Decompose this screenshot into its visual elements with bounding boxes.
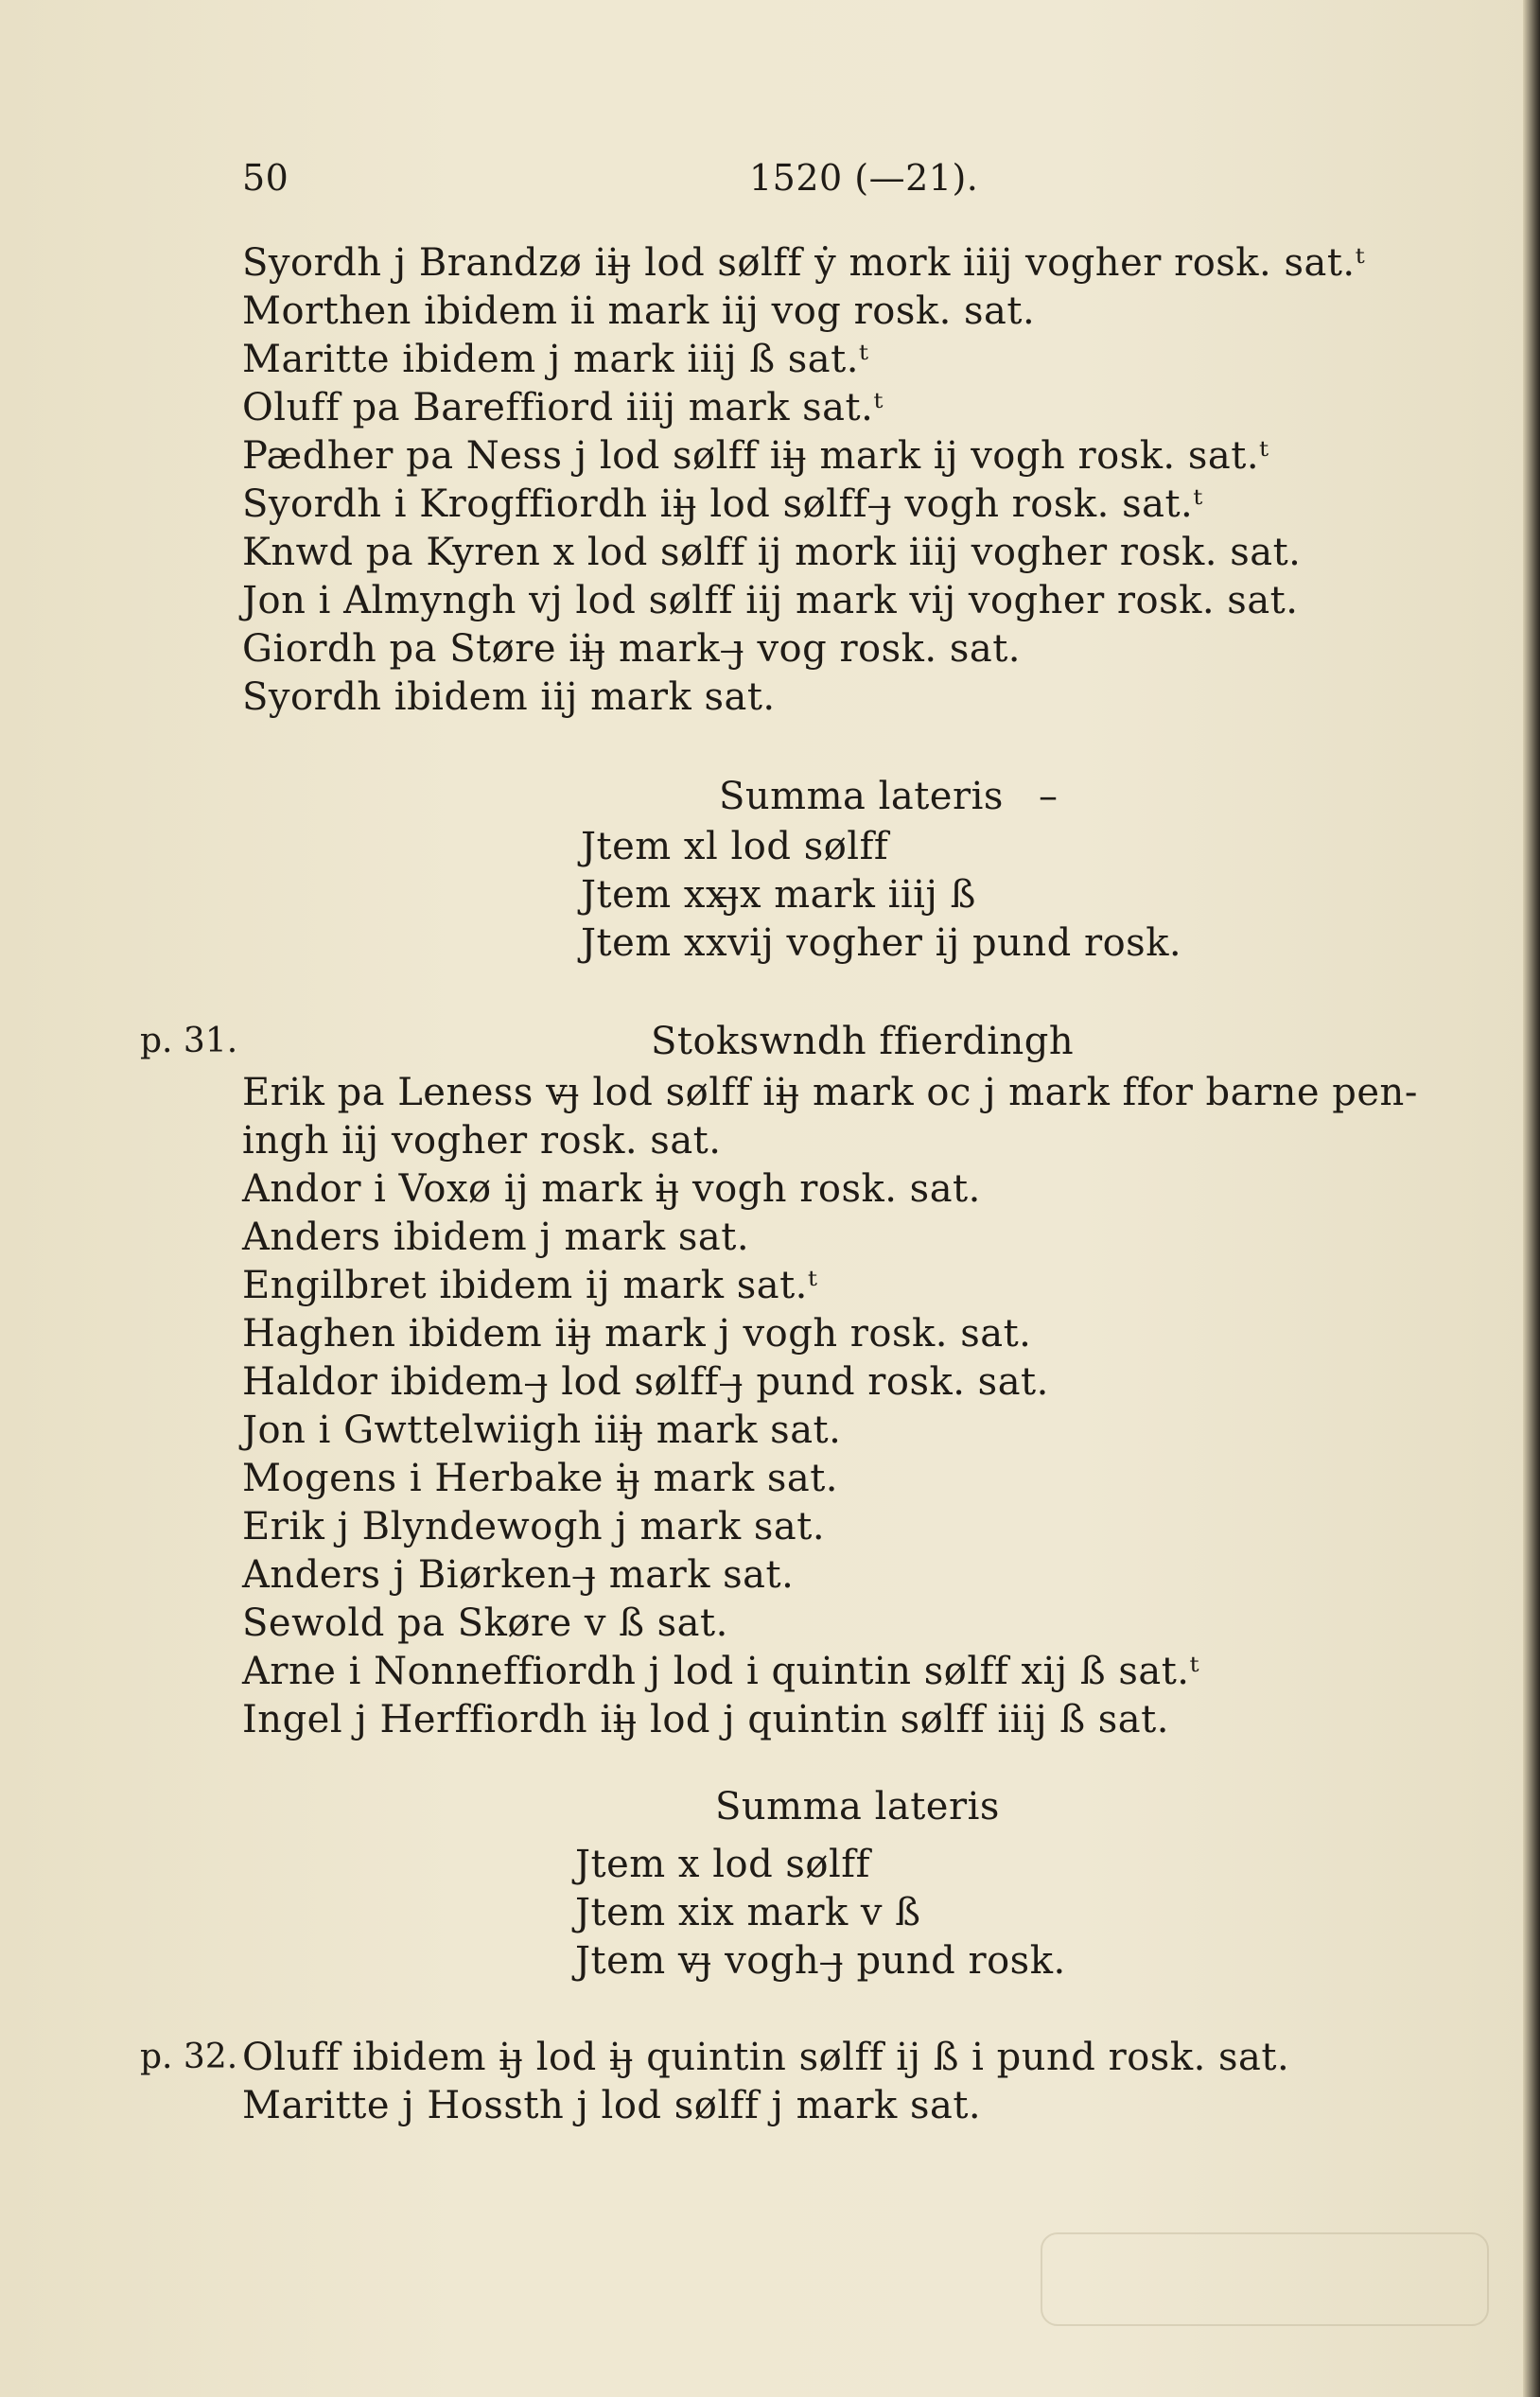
- summa-line: Jtem vȷ̶ vogh ȷ̶ pund rosk.: [575, 1939, 1066, 1983]
- running-title: 1520 (—21).: [749, 157, 979, 199]
- text-line: Engilbret ibidem ij mark sat.ᵗ: [242, 1264, 818, 1307]
- summa-line: Jtem xix mark v ß: [575, 1891, 921, 1934]
- text-line: Anders ibidem j mark sat.: [242, 1216, 750, 1259]
- text-line: ingh iij vogher rosk. sat.: [242, 1119, 722, 1163]
- text-line: Sewold pa Skøre v ß sat.: [242, 1601, 728, 1645]
- section-heading: Stokswndh ffierdingh: [651, 1020, 1075, 1063]
- text-line: Syordh i Krogffiordh iiȷ̶ lod sølff ȷ̶ vogh rosk. sat.ᵗ: [242, 482, 1203, 526]
- text-line: Mogens i Herbake iȷ̶ mark sat.: [242, 1457, 839, 1500]
- text-line: Knwd pa Kyren x lod sølff ij mork iiij vogher rosk. sat.: [242, 531, 1302, 574]
- text-line: Andor i Voxø ij mark iȷ̶ vogh rosk. sat.: [242, 1167, 981, 1211]
- text-line: Arne i Nonneffiordh j lod i quintin sølff xij ß sat.ᵗ: [242, 1650, 1199, 1693]
- text-line: Pædher pa Ness j lod sølff iiȷ̶ mark ij vogh rosk. sat.ᵗ: [242, 434, 1269, 478]
- text-line: Maritte ibidem j mark iiij ß sat.ᵗ: [242, 338, 869, 381]
- text-line: Maritte j Hossth j lod sølff j mark sat.: [242, 2084, 982, 2127]
- text-line: Giordh pa Støre iiȷ̶ mark ȷ̶ vog rosk. sat.: [242, 627, 1021, 671]
- margin-page-ref: p. 31.: [140, 1022, 238, 1060]
- page-number: 50: [242, 157, 289, 199]
- text-line: Syordh j Brandzø iiȷ̶ lod sølff ẏ mork iiij vogher rosk. sat.ᵗ: [242, 241, 1366, 285]
- summa-line: Jtem x lod sølff: [575, 1843, 870, 1886]
- summa-line: Jtem xxȷ̶x mark iiij ß: [581, 873, 976, 917]
- text-line: Haghen ibidem iiȷ̶ mark j vogh rosk. sat.: [242, 1312, 1032, 1356]
- margin-page-ref: p. 32.: [140, 2038, 238, 2076]
- text-line: Oluff pa Bareffiord iiij mark sat.ᵗ: [242, 386, 884, 429]
- paper-stain: [1041, 2232, 1489, 2326]
- text-line: Erik pa Leness vȷ̶ lod sølff iiȷ̶ mark oc j mark ffor barne pen-: [242, 1071, 1418, 1114]
- summa-heading: Summa lateris: [715, 1785, 1000, 1828]
- text-line: Morthen ibidem ii mark iij vog rosk. sat.: [242, 289, 1036, 333]
- text-line: Oluff ibidem iȷ̶ lod iȷ̶ quintin sølff ij ß i pund rosk. sat.: [242, 2036, 1290, 2079]
- summa-line: Jtem xl lod sølff: [581, 825, 889, 868]
- summa-line: Jtem xxvij vogher ij pund rosk.: [581, 921, 1182, 965]
- text-line: Erik j Blyndewogh j mark sat.: [242, 1505, 826, 1548]
- text-line: Anders j Biørken ȷ̶ mark sat.: [242, 1553, 795, 1597]
- text-line: Ingel j Herffiordh iiȷ̶ lod j quintin sølff iiij ß sat.: [242, 1698, 1169, 1741]
- text-line: Syordh ibidem iij mark sat.: [242, 675, 776, 719]
- summa-heading: Summa lateris: [719, 775, 1004, 818]
- summa-dash: –: [1039, 775, 1059, 818]
- text-line: Haldor ibidem ȷ̶ lod sølff ȷ̶ pund rosk. sat.: [242, 1360, 1049, 1404]
- text-line: Jon i Almyngh vj lod sølff iij mark vij vogher rosk. sat.: [242, 579, 1299, 622]
- text-line: Jon i Gwttelwiigh iiiȷ̶ mark sat.: [242, 1408, 842, 1452]
- page-edge: [1523, 0, 1540, 2397]
